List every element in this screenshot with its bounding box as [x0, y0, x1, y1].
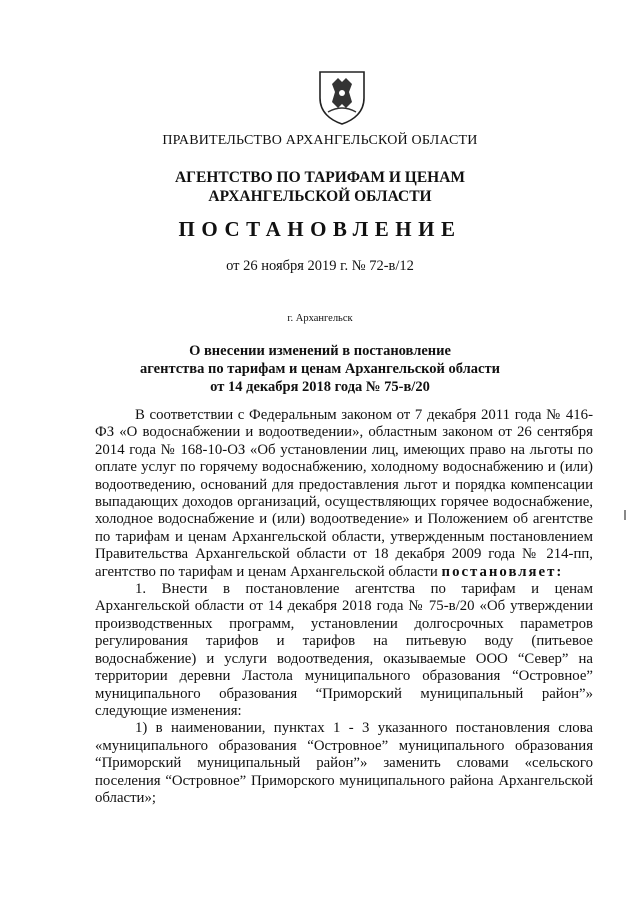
- document-body: [95, 407, 593, 807]
- agency-name-line2: АРХАНГЕЛЬСКОЙ ОБЛАСТИ: [208, 188, 432, 205]
- document-type-title: ПОСТАНОВЛЕНИЕ: [178, 217, 462, 241]
- preamble-text: В соответствии с Федеральным законом от 7 декабря 2011 года № 416-ФЗ «О водоснабжении и водоотведении», областным законом от 26 сентября 2014 года № 168-10-ОЗ «Об установлении лиц, имеющих право на льготы по оплате услуг по горячему водоснабжению, холодному водоснабжению и (или) водоотведению, оснований для предоставления льгот и порядка компенсации выпадающих доходов организаций, осуществляющих горячее водоснабжение, холодное водоснабжение и (или) водоотведение» и Положением об агентстве по тарифам и ценам Архангельской области, утвержденным постановлением Правительства Архангельской области от 18 декабря 2009 года № 214-пп, агентство по тарифам и ценам Архангельской области: [95, 407, 593, 580]
- paragraph-subitem-1: 1) в наименовании, пунктах 1 - 3 указанного постановления слова «муниципального образования “Островное” муниципального образования “Приморский муниципальный район”» заменить словами «сельского поселения “Островное” Приморского муниципального района Архангельской области»;: [95, 720, 593, 806]
- scan-margin-mark: [624, 510, 626, 520]
- paragraph-item-1: 1. Внести в постановление агентства по тарифам и ценам Архангельской области от 14 декабря 2018 года № 75-в/20 «Об утверждении производственных программ, установлении долгосрочных параметров регулирования тарифов и тарифов на питьевую воду (питьевое водоснабжение) и услуги водоотведения, оказываемые ООО “Север” на территории деревни Ластола муниципального образования “Островное” муниципального образования “Приморский муниципальный район”» следующие изменения:: [95, 581, 593, 719]
- agency-name-line1: АГЕНТСТВО ПО ТАРИФАМ И ЦЕНАМ: [174, 169, 466, 186]
- agency-name: [0, 168, 640, 206]
- subject-line3: от 14 декабря 2018 года № 75-в/20: [210, 379, 430, 395]
- document-subject: [0, 342, 640, 396]
- coat-of-arms-emblem: [316, 68, 368, 126]
- government-name: ПРАВИТЕЛЬСТВО АРХАНГЕЛЬСКОЙ ОБЛАСТИ: [162, 133, 478, 148]
- subject-line2: агентства по тарифам и ценам Архангельской области: [140, 361, 500, 377]
- document-city: г. Архангельск: [287, 313, 353, 324]
- document-date-number: от 26 ноября 2019 г. № 72-в/12: [226, 258, 414, 274]
- resolution-keyword: постановляет:: [441, 563, 564, 580]
- subject-line1: О внесении изменений в постановление: [189, 343, 451, 359]
- paragraph-preamble: [95, 407, 593, 581]
